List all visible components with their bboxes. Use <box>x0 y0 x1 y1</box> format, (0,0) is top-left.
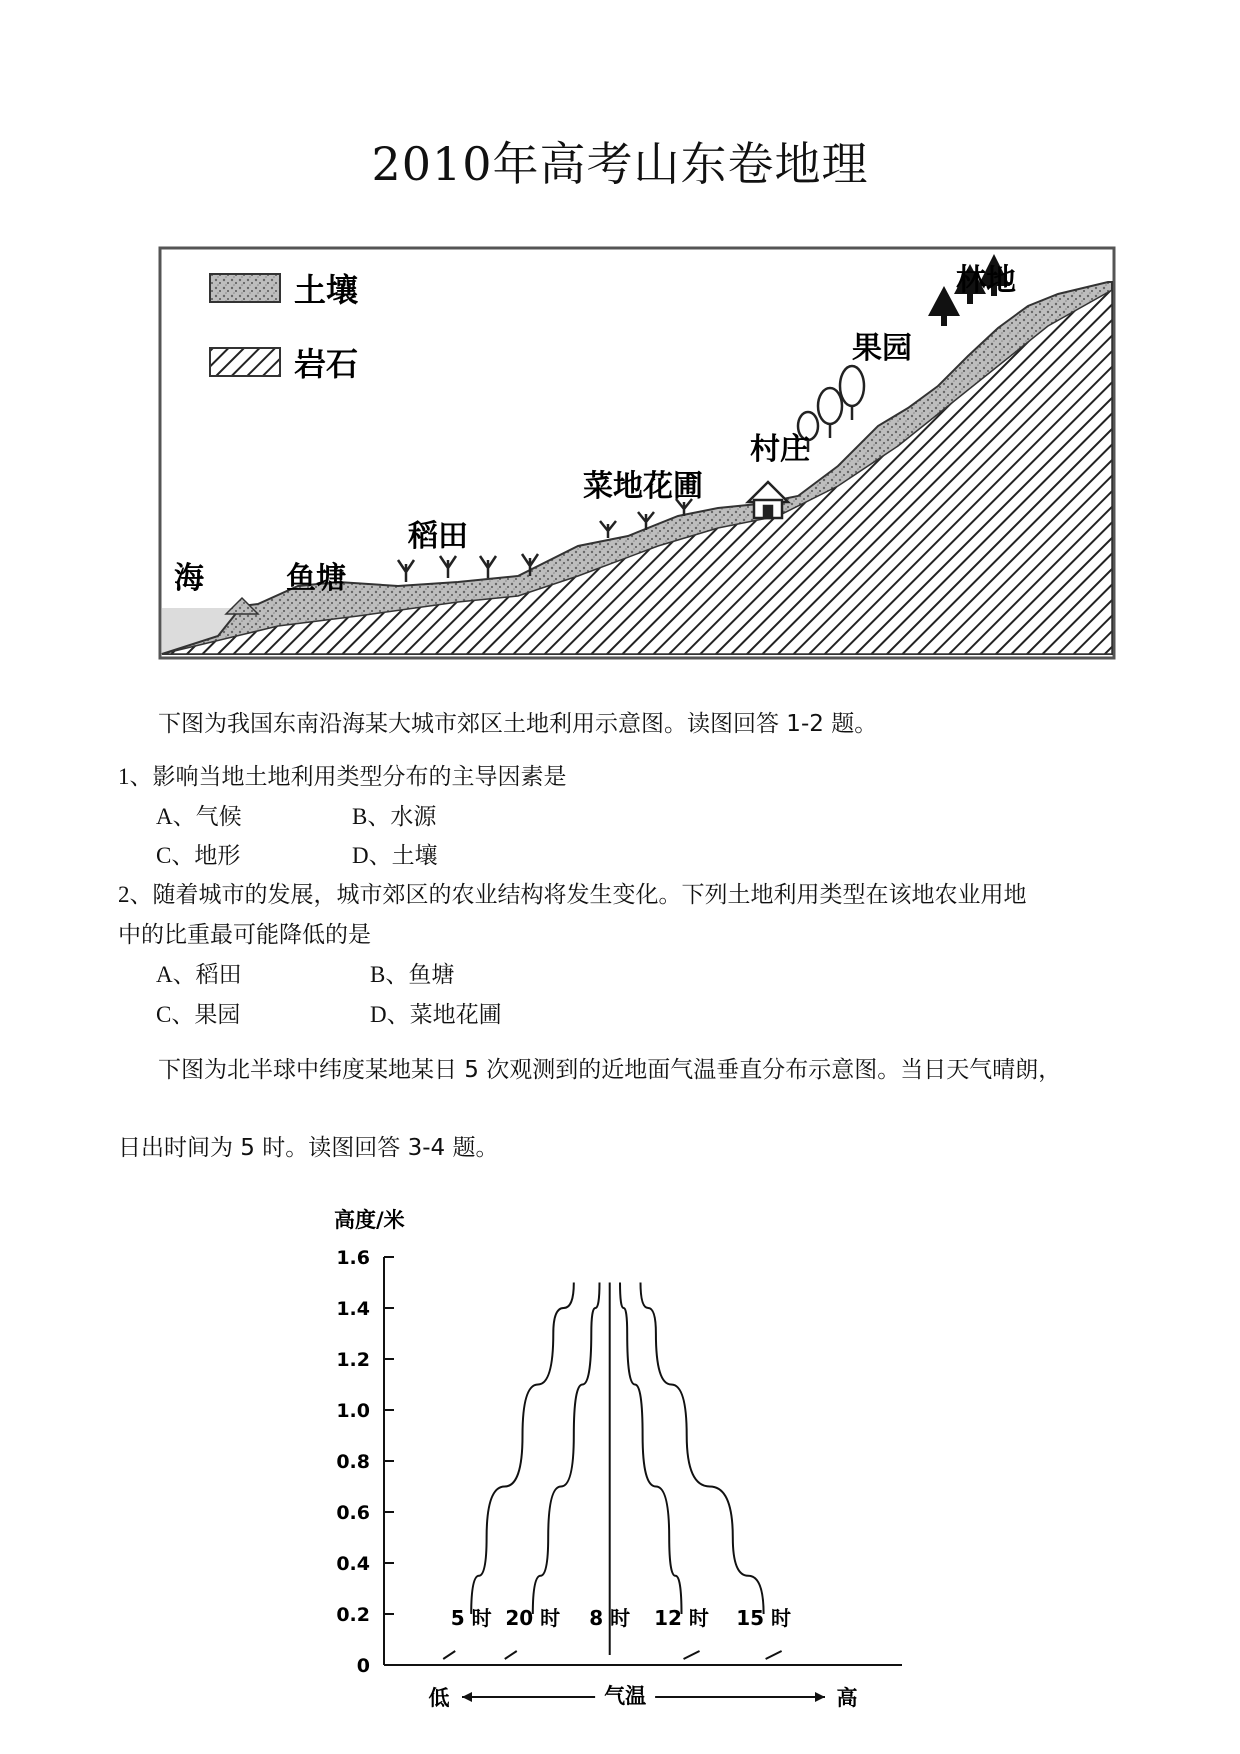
legend-rock-swatch <box>210 348 280 376</box>
left-arrow-icon <box>462 1692 472 1702</box>
label-fishpond: 鱼塘 <box>286 561 346 596</box>
question-2-stem-line1: 2、随着城市的发展，城市郊区的农业结构将发生变化。下列土地利用类型在该地农业用地 <box>118 882 1027 907</box>
label-village: 村庄 <box>750 432 810 467</box>
series-label-1: 20 时 <box>505 1606 561 1630</box>
legend-soil-label: 土壤 <box>294 271 359 309</box>
section1-intro: 下图为我国东南沿海某大城市郊区土地利用示意图。读图回答 1-2 题。 <box>158 711 878 737</box>
y-tick-label: 1.0 <box>336 1400 370 1422</box>
label-sea: 海 <box>174 561 204 596</box>
land-use-diagram <box>158 246 1116 660</box>
legend-rock-label: 岩石 <box>294 345 359 383</box>
label-vegetable: 菜地花圃 <box>583 469 703 504</box>
series-curve-1 <box>533 1283 600 1615</box>
series-label-2: 8 时 <box>589 1606 631 1630</box>
q2-option-c: C、果园 <box>156 1002 241 1027</box>
series-label-4: 15 时 <box>736 1606 792 1630</box>
series-stub-3 <box>684 1651 700 1659</box>
series-curve-4 <box>641 1283 764 1615</box>
page-title: 2010年高考山东卷地理 <box>371 137 869 191</box>
temperature-profile-chart <box>312 1195 912 1715</box>
y-tick-label: 0.8 <box>336 1451 370 1473</box>
legend-soil-swatch <box>210 274 280 302</box>
question-1-stem: 1、影响当地土地利用类型分布的主导因素是 <box>118 764 567 789</box>
series-stub-4 <box>766 1651 782 1659</box>
q1-option-d: D、土壤 <box>352 843 438 868</box>
label-ricefield: 稻田 <box>408 519 468 554</box>
question-2-stem-line2: 中的比重最可能降低的是 <box>118 922 371 947</box>
y-tick-label: 0.6 <box>336 1502 370 1524</box>
q2-option-a: A、稻田 <box>156 962 242 987</box>
series-label-3: 12 时 <box>654 1606 709 1630</box>
q1-option-c: C、地形 <box>156 843 241 868</box>
section2-intro-line1: 下图为北半球中纬度某地某日 5 次观测到的近地面气温垂直分布示意图。当日天气晴朗， <box>158 1057 1062 1083</box>
label-orchard: 果园 <box>852 331 912 366</box>
series-label-0: 5 时 <box>450 1606 492 1630</box>
y-tick-label: 0.2 <box>336 1604 370 1626</box>
series-stub-0 <box>443 1651 455 1659</box>
y-tick-label: 0.4 <box>336 1553 370 1575</box>
y-tick-label: 1.4 <box>336 1298 370 1320</box>
series-stub-1 <box>505 1651 517 1659</box>
y-axis-label: 高度/米 <box>334 1208 405 1232</box>
y-tick-label: 1.2 <box>336 1349 370 1371</box>
series-curve-3 <box>620 1283 682 1615</box>
label-forest: 林地 <box>956 263 1016 298</box>
y-tick-label: 0 <box>356 1655 370 1677</box>
q2-option-d: D、菜地花圃 <box>370 1002 502 1027</box>
q2-option-b: B、鱼塘 <box>370 962 455 987</box>
x-low-label: 低 <box>428 1686 450 1710</box>
x-high-label: 高 <box>836 1686 858 1710</box>
q1-option-a: A、气候 <box>156 804 242 829</box>
series-curve-0 <box>471 1283 574 1615</box>
section2-intro-line2: 日出时间为 5 时。读图回答 3-4 题。 <box>118 1135 499 1161</box>
q1-option-b: B、水源 <box>352 804 437 829</box>
y-tick-label: 1.6 <box>336 1247 370 1269</box>
right-arrow-icon <box>815 1692 825 1702</box>
x-axis-label: 气温 <box>604 1684 647 1708</box>
